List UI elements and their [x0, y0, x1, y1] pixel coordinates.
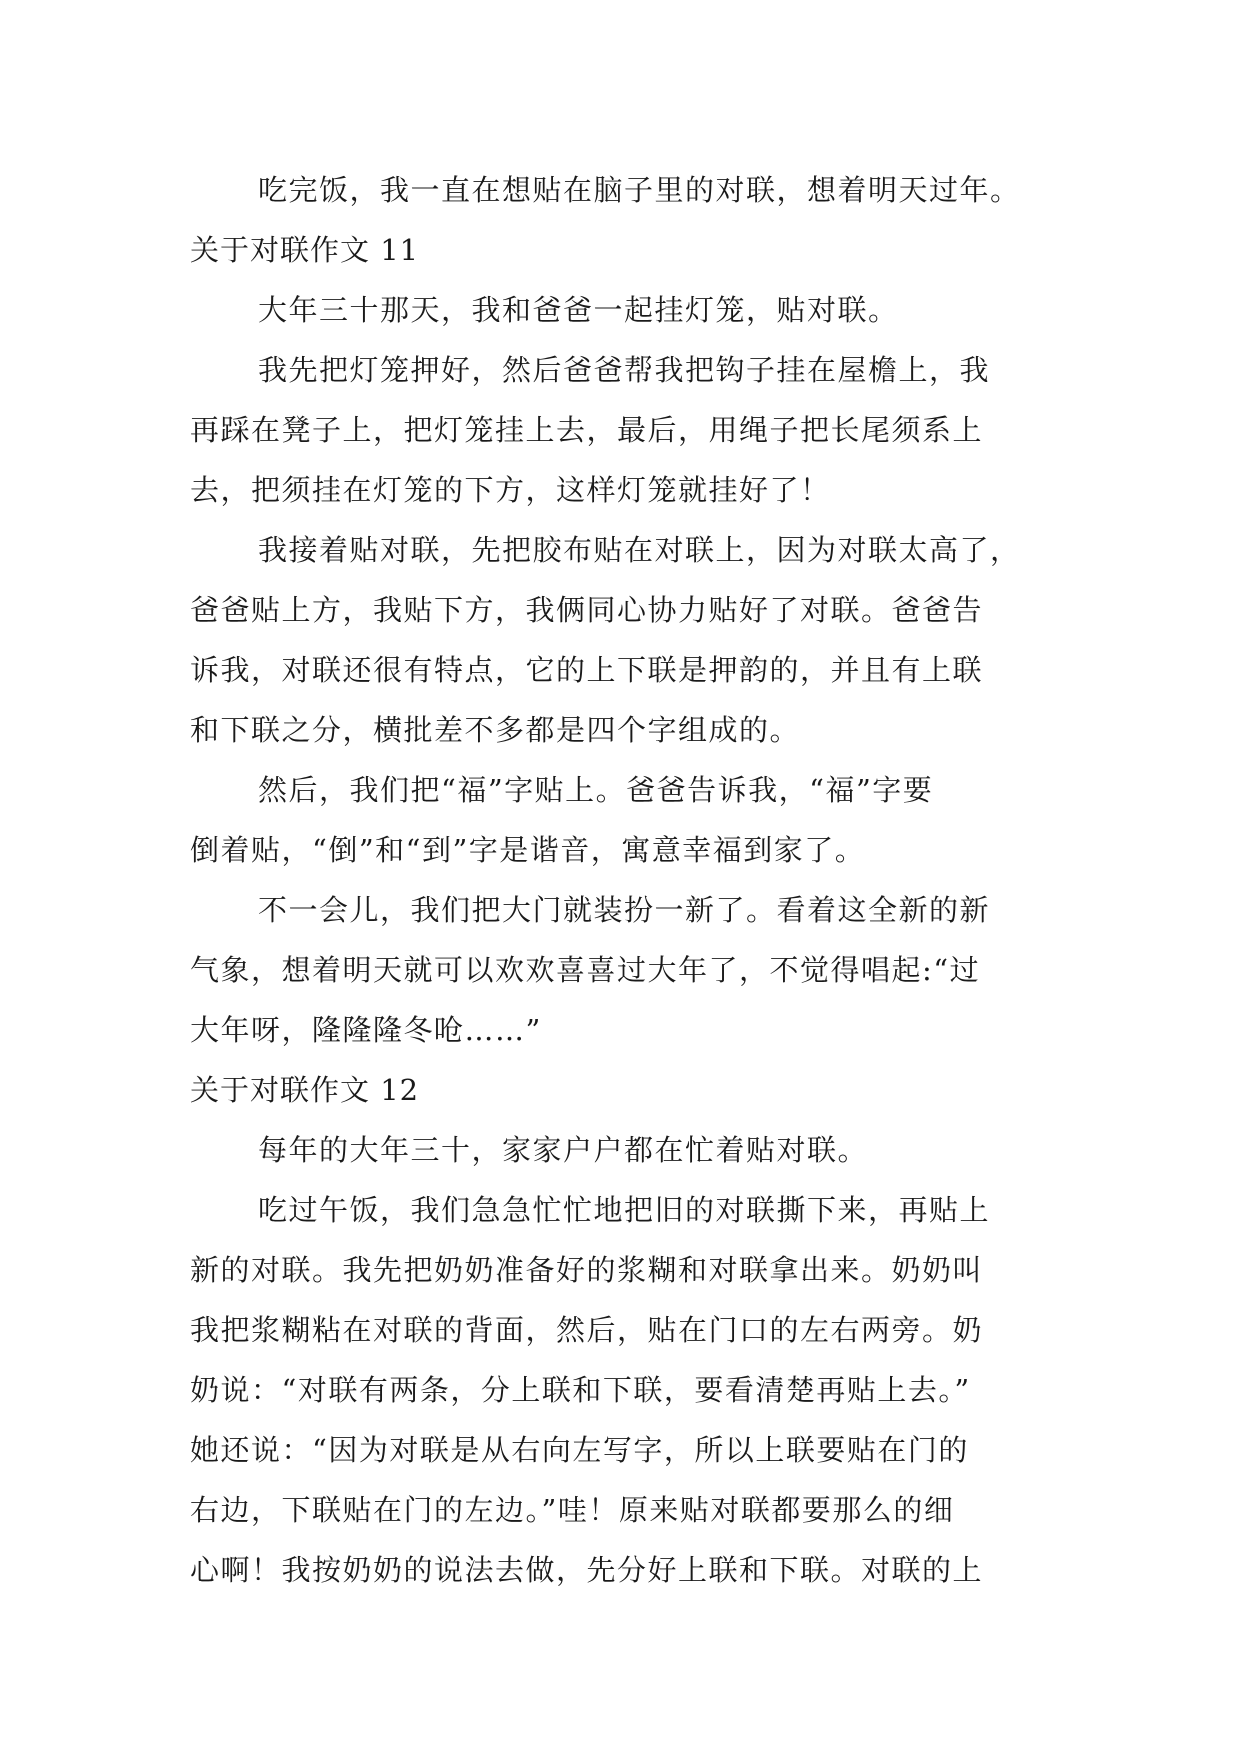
paragraph-line: 不一会儿，我们把大门就装扮一新了。看着这全新的新: [258, 893, 991, 927]
paragraph-line: 和下联之分，横批差不多都是四个字组成的。: [190, 713, 801, 747]
paragraph-line: 右边，下联贴在门的左边。”哇！原来贴对联都要那么的细: [190, 1493, 955, 1527]
paragraph-line: 大年三十那天，我和爸爸一起挂灯笼，贴对联。: [258, 293, 899, 327]
paragraph-line: 新的对联。我先把奶奶准备好的浆糊和对联拿出来。奶奶叫: [190, 1253, 984, 1287]
section-heading: 关于对联作文 11: [190, 233, 420, 267]
paragraph-line: 吃完饭，我一直在想贴在脑子里的对联，想着明天过年。: [258, 173, 1021, 207]
paragraph-line: 大年呀，隆隆隆冬呛……”: [190, 1013, 542, 1047]
paragraph-line: 气象，想着明天就可以欢欢喜喜过大年了，不觉得唱起:“过: [190, 953, 981, 987]
paragraph-line: 她还说：“因为对联是从右向左写字，所以上联要贴在门的: [190, 1433, 969, 1467]
paragraph-line: 再踩在凳子上，把灯笼挂上去，最后，用绳子把长尾须系上: [190, 413, 984, 447]
paragraph-line: 倒着贴，“倒”和“到”字是谐音，寓意幸福到家了。: [190, 833, 866, 867]
paragraph-line: 爸爸贴上方，我贴下方，我俩同心协力贴好了对联。爸爸告: [190, 593, 984, 627]
paragraph-line: 我接着贴对联，先把胶布贴在对联上，因为对联太高了，: [258, 533, 1021, 567]
section-heading: 关于对联作文 12: [190, 1073, 420, 1107]
paragraph-line: 每年的大年三十，家家户户都在忙着贴对联。: [258, 1133, 869, 1167]
document-page: [190, 160, 1060, 1600]
paragraph-line: 我把浆糊粘在对联的背面，然后，贴在门口的左右两旁。奶: [190, 1313, 984, 1347]
paragraph-line: 然后，我们把“福”字贴上。爸爸告诉我，“福”字要: [258, 773, 934, 807]
paragraph-line: 去，把须挂在灯笼的下方，这样灯笼就挂好了！: [190, 473, 831, 507]
paragraph-line: 诉我，对联还很有特点，它的上下联是押韵的，并且有上联: [190, 653, 984, 687]
paragraph-line: 心啊！我按奶奶的说法去做，先分好上联和下联。对联的上: [190, 1553, 984, 1587]
paragraph-line: 我先把灯笼押好，然后爸爸帮我把钩子挂在屋檐上，我: [258, 353, 991, 387]
paragraph-line: 吃过午饭，我们急急忙忙地把旧的对联撕下来，再贴上: [258, 1193, 991, 1227]
paragraph-line: 奶说：“对联有两条，分上联和下联，要看清楚再贴上去。”: [190, 1373, 971, 1407]
